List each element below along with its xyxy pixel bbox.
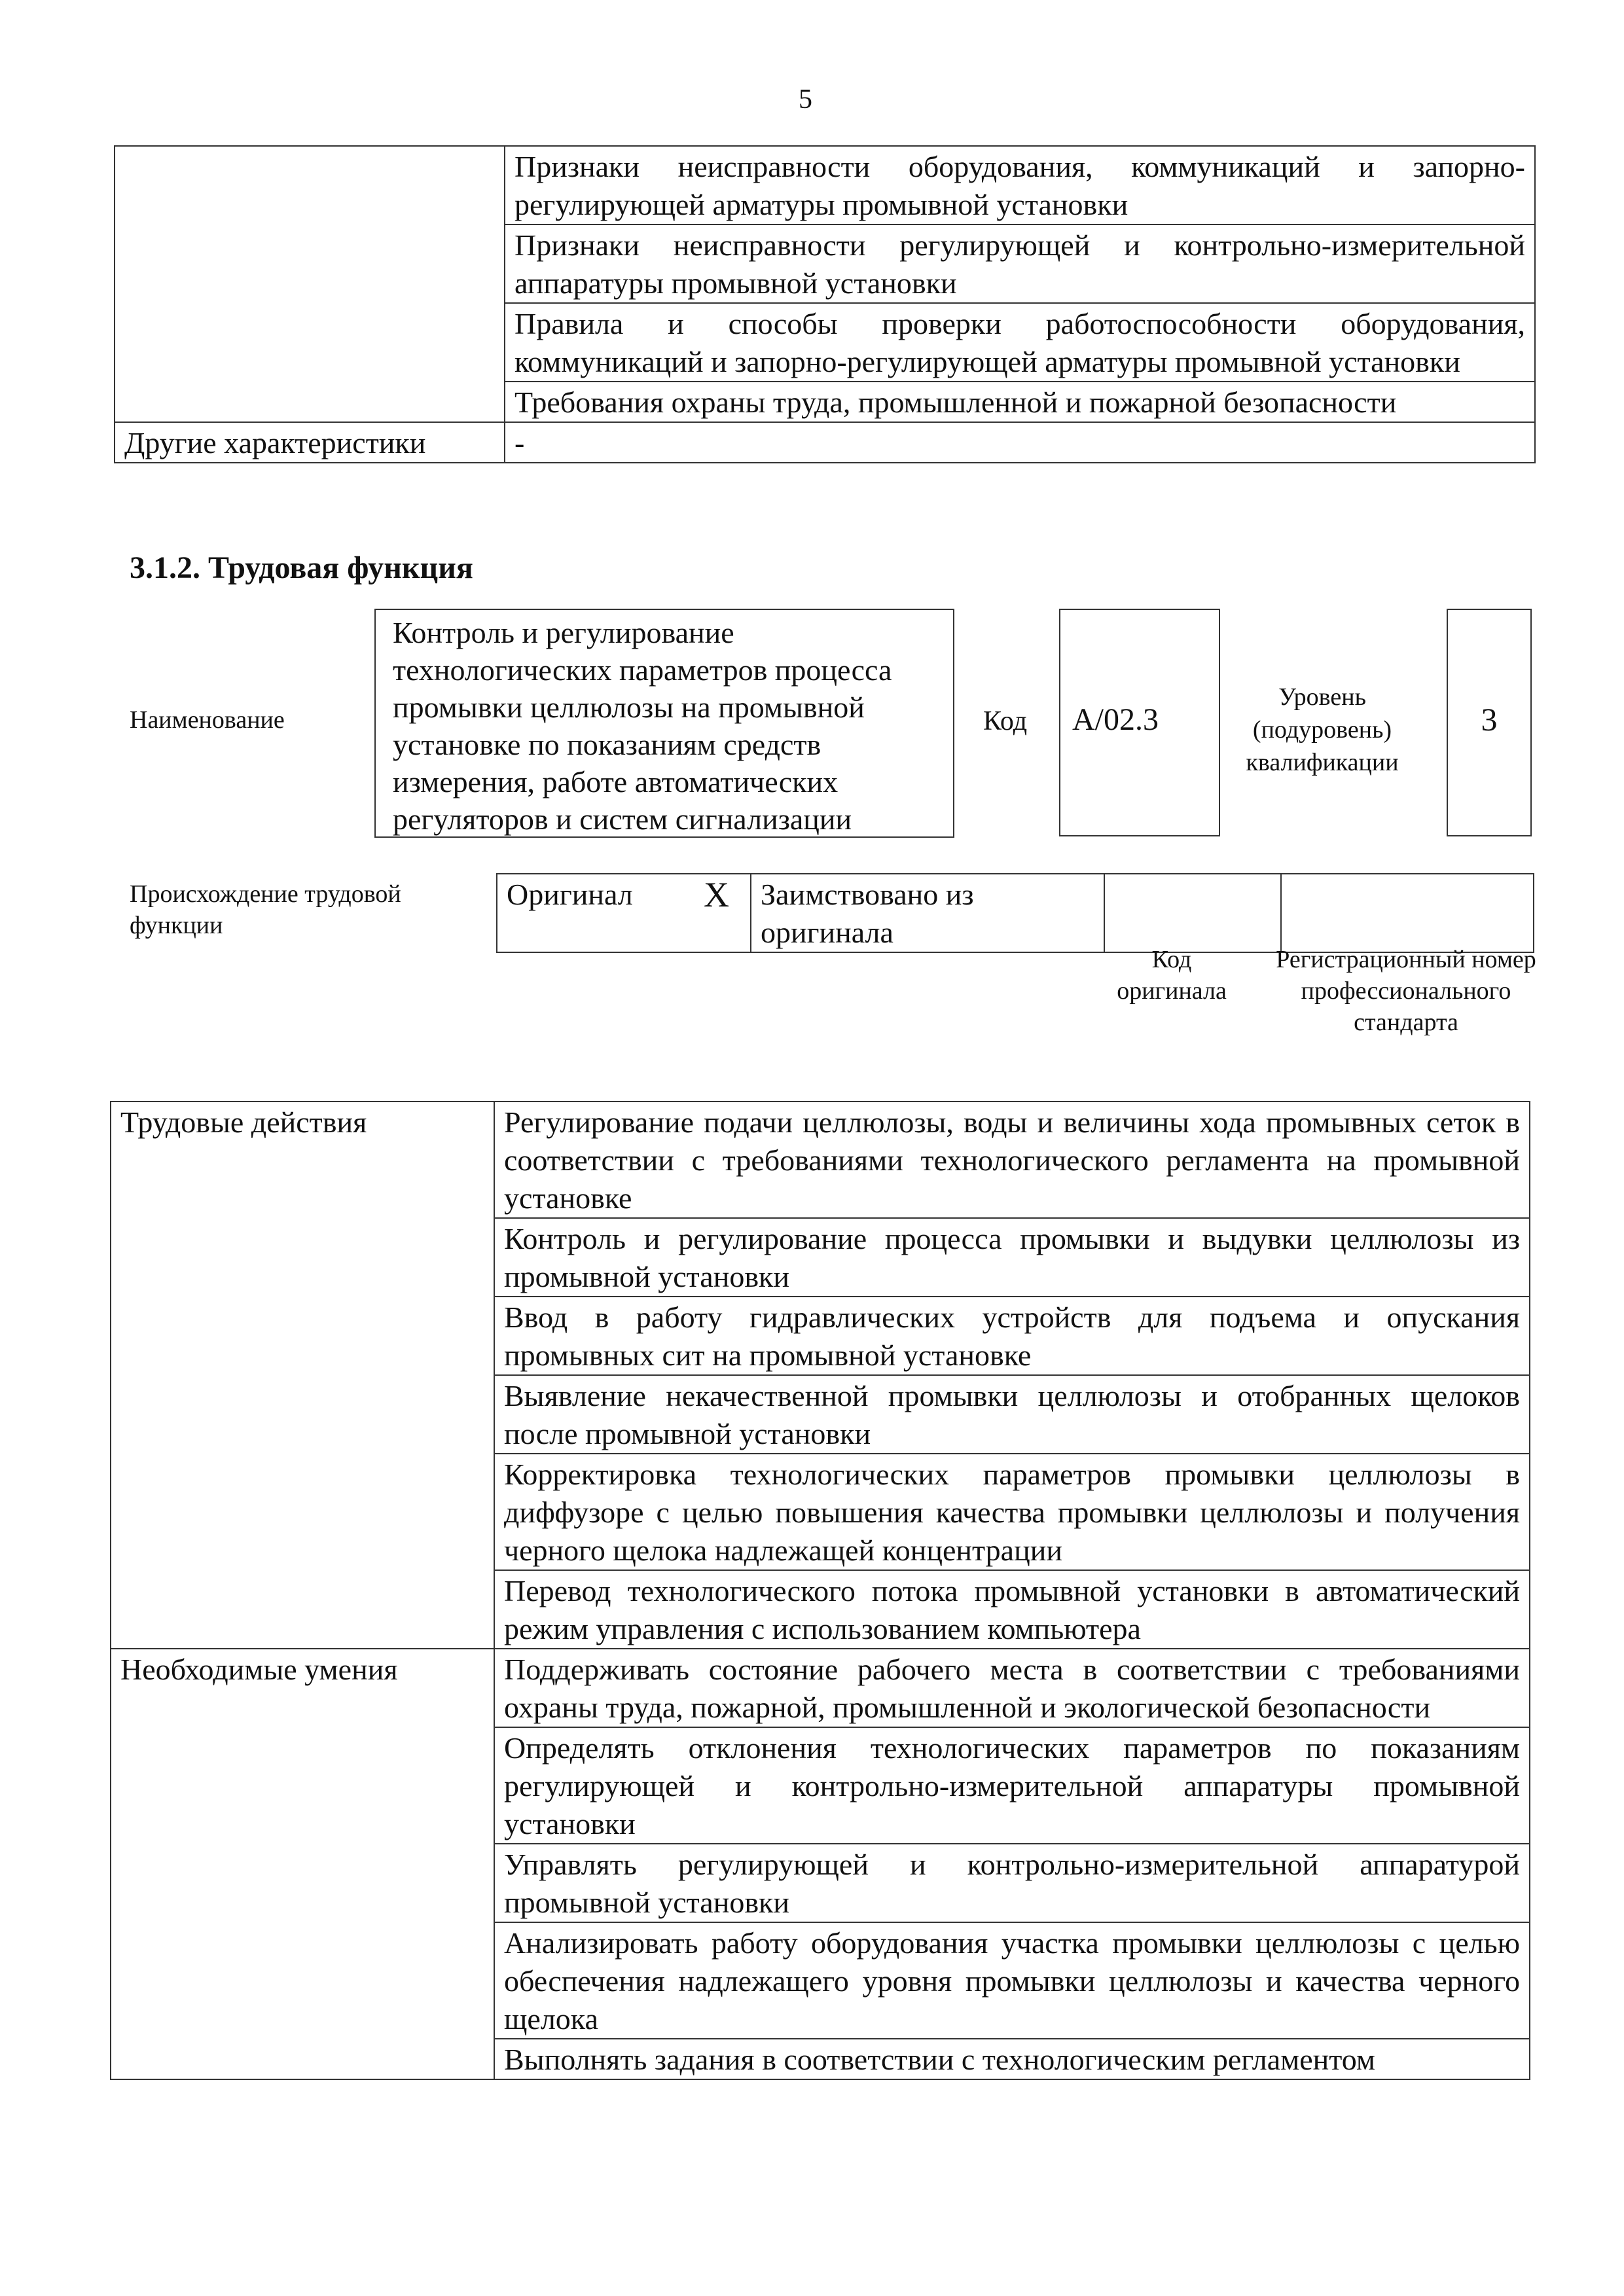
table-cell: Анализировать работу оборудования участка промывки целлюлозы с целью обеспечения надлежащего уровня промывки целлюлозы и качества черного щелока (494, 1922, 1530, 2039)
table-row (115, 303, 1535, 382)
table-cell: Признаки неисправности оборудования, коммуникаций и запорно-регулирующей арматуры промывной установки (505, 146, 1535, 224)
table-cell: Корректировка технологических параметров промывки целлюлозы в диффузоре с целью повышения качества промывки целлюлозы и получения черного щелока надлежащей концентрации (494, 1454, 1530, 1570)
original-code-cell (1104, 874, 1281, 952)
level-value-box: 3 (1447, 609, 1532, 836)
other-characteristics-label: Другие характеристики (115, 422, 505, 463)
borrowed-cell: Заимствовано из оригинала (751, 874, 1104, 952)
left-empty-cell (115, 303, 505, 382)
left-empty-cell (115, 224, 505, 303)
table-row (111, 1649, 1530, 1727)
table-row (115, 146, 1535, 224)
page-number: 5 (799, 84, 812, 115)
table-cell: Требования охраны труда, промышленной и пожарной безопасности (505, 382, 1535, 422)
registration-number-cell (1281, 874, 1534, 952)
table-cell: Признаки неисправности регулирующей и контрольно-измерительной аппаратуры промывной установки (505, 224, 1535, 303)
table-row (115, 224, 1535, 303)
original-code-caption: Код оригинала (1117, 946, 1227, 1005)
table-row (497, 874, 1534, 952)
original-mark: X (704, 875, 729, 914)
table-cell: Выполнять задания в соответствии с технологическим регламентом (494, 2039, 1530, 2079)
table-cell: Поддерживать состояние рабочего места в соответствии с требованиями охраны труда, пожарной, промышленной и экологической безопасности (494, 1649, 1530, 1727)
level-label: Уровень (подуровень) квалификации (1246, 683, 1399, 776)
code-value-box: A/02.3 (1059, 609, 1220, 836)
table-cell: Регулирование подачи целлюлозы, воды и величины хода промывных сеток в соответствии с требованиями технологического регламента на промывной установке (494, 1102, 1530, 1218)
table-cell: Ввод в работу гидравлических устройств для подъема и опускания промывных сит на промывной установке (494, 1297, 1530, 1375)
labor-actions-label: Трудовые действия (111, 1102, 494, 1649)
function-name-box: Контроль и регулирование технологических параметров процесса промывки целлюлозы на промывной установке по показаниям средств измерения, работе автоматических регуляторов и систем сигнализации (374, 609, 954, 838)
section-heading: 3.1.2. Трудовая функция (130, 550, 473, 585)
table-cell: Выявление некачественной промывки целлюлозы и отобранных щелоков после промывной установки (494, 1375, 1530, 1454)
table-row (115, 382, 1535, 422)
origin-label: Происхождение трудовой функции (130, 880, 401, 939)
code-label: Код (983, 706, 1028, 736)
origin-table (496, 873, 1534, 953)
table-cell: Определять отклонения технологических параметров по показаниям регулирующей и контрольно-измерительной аппаратуры промывной установки (494, 1727, 1530, 1844)
table-cell: Правила и способы проверки работоспособности оборудования, коммуникаций и запорно-регулирующей арматуры промывной установки (505, 303, 1535, 382)
labor-actions-table (110, 1101, 1530, 2080)
table-cell: Перевод технологического потока промывной установки в автоматический режим управления с использованием компьютера (494, 1570, 1530, 1649)
top-characteristics-table (114, 145, 1536, 463)
required-skills-label: Необходимые умения (111, 1649, 494, 2079)
table-cell: Управлять регулирующей и контрольно-измерительной аппаратурой промывной установки (494, 1844, 1530, 1922)
other-characteristics-value: - (505, 422, 1535, 463)
original-cell (497, 874, 751, 952)
original-label: Оригинал (507, 878, 633, 911)
name-label: Наименование (130, 706, 285, 734)
table-cell: Контроль и регулирование процесса промывки и выдувки целлюлозы из промывной установки (494, 1218, 1530, 1297)
registration-number-caption: Регистрационный номер профессионального стандарта (1276, 946, 1536, 1036)
table-row (111, 1102, 1530, 1218)
left-empty-cell (115, 146, 505, 224)
table-row (115, 422, 1535, 463)
left-empty-cell (115, 382, 505, 422)
